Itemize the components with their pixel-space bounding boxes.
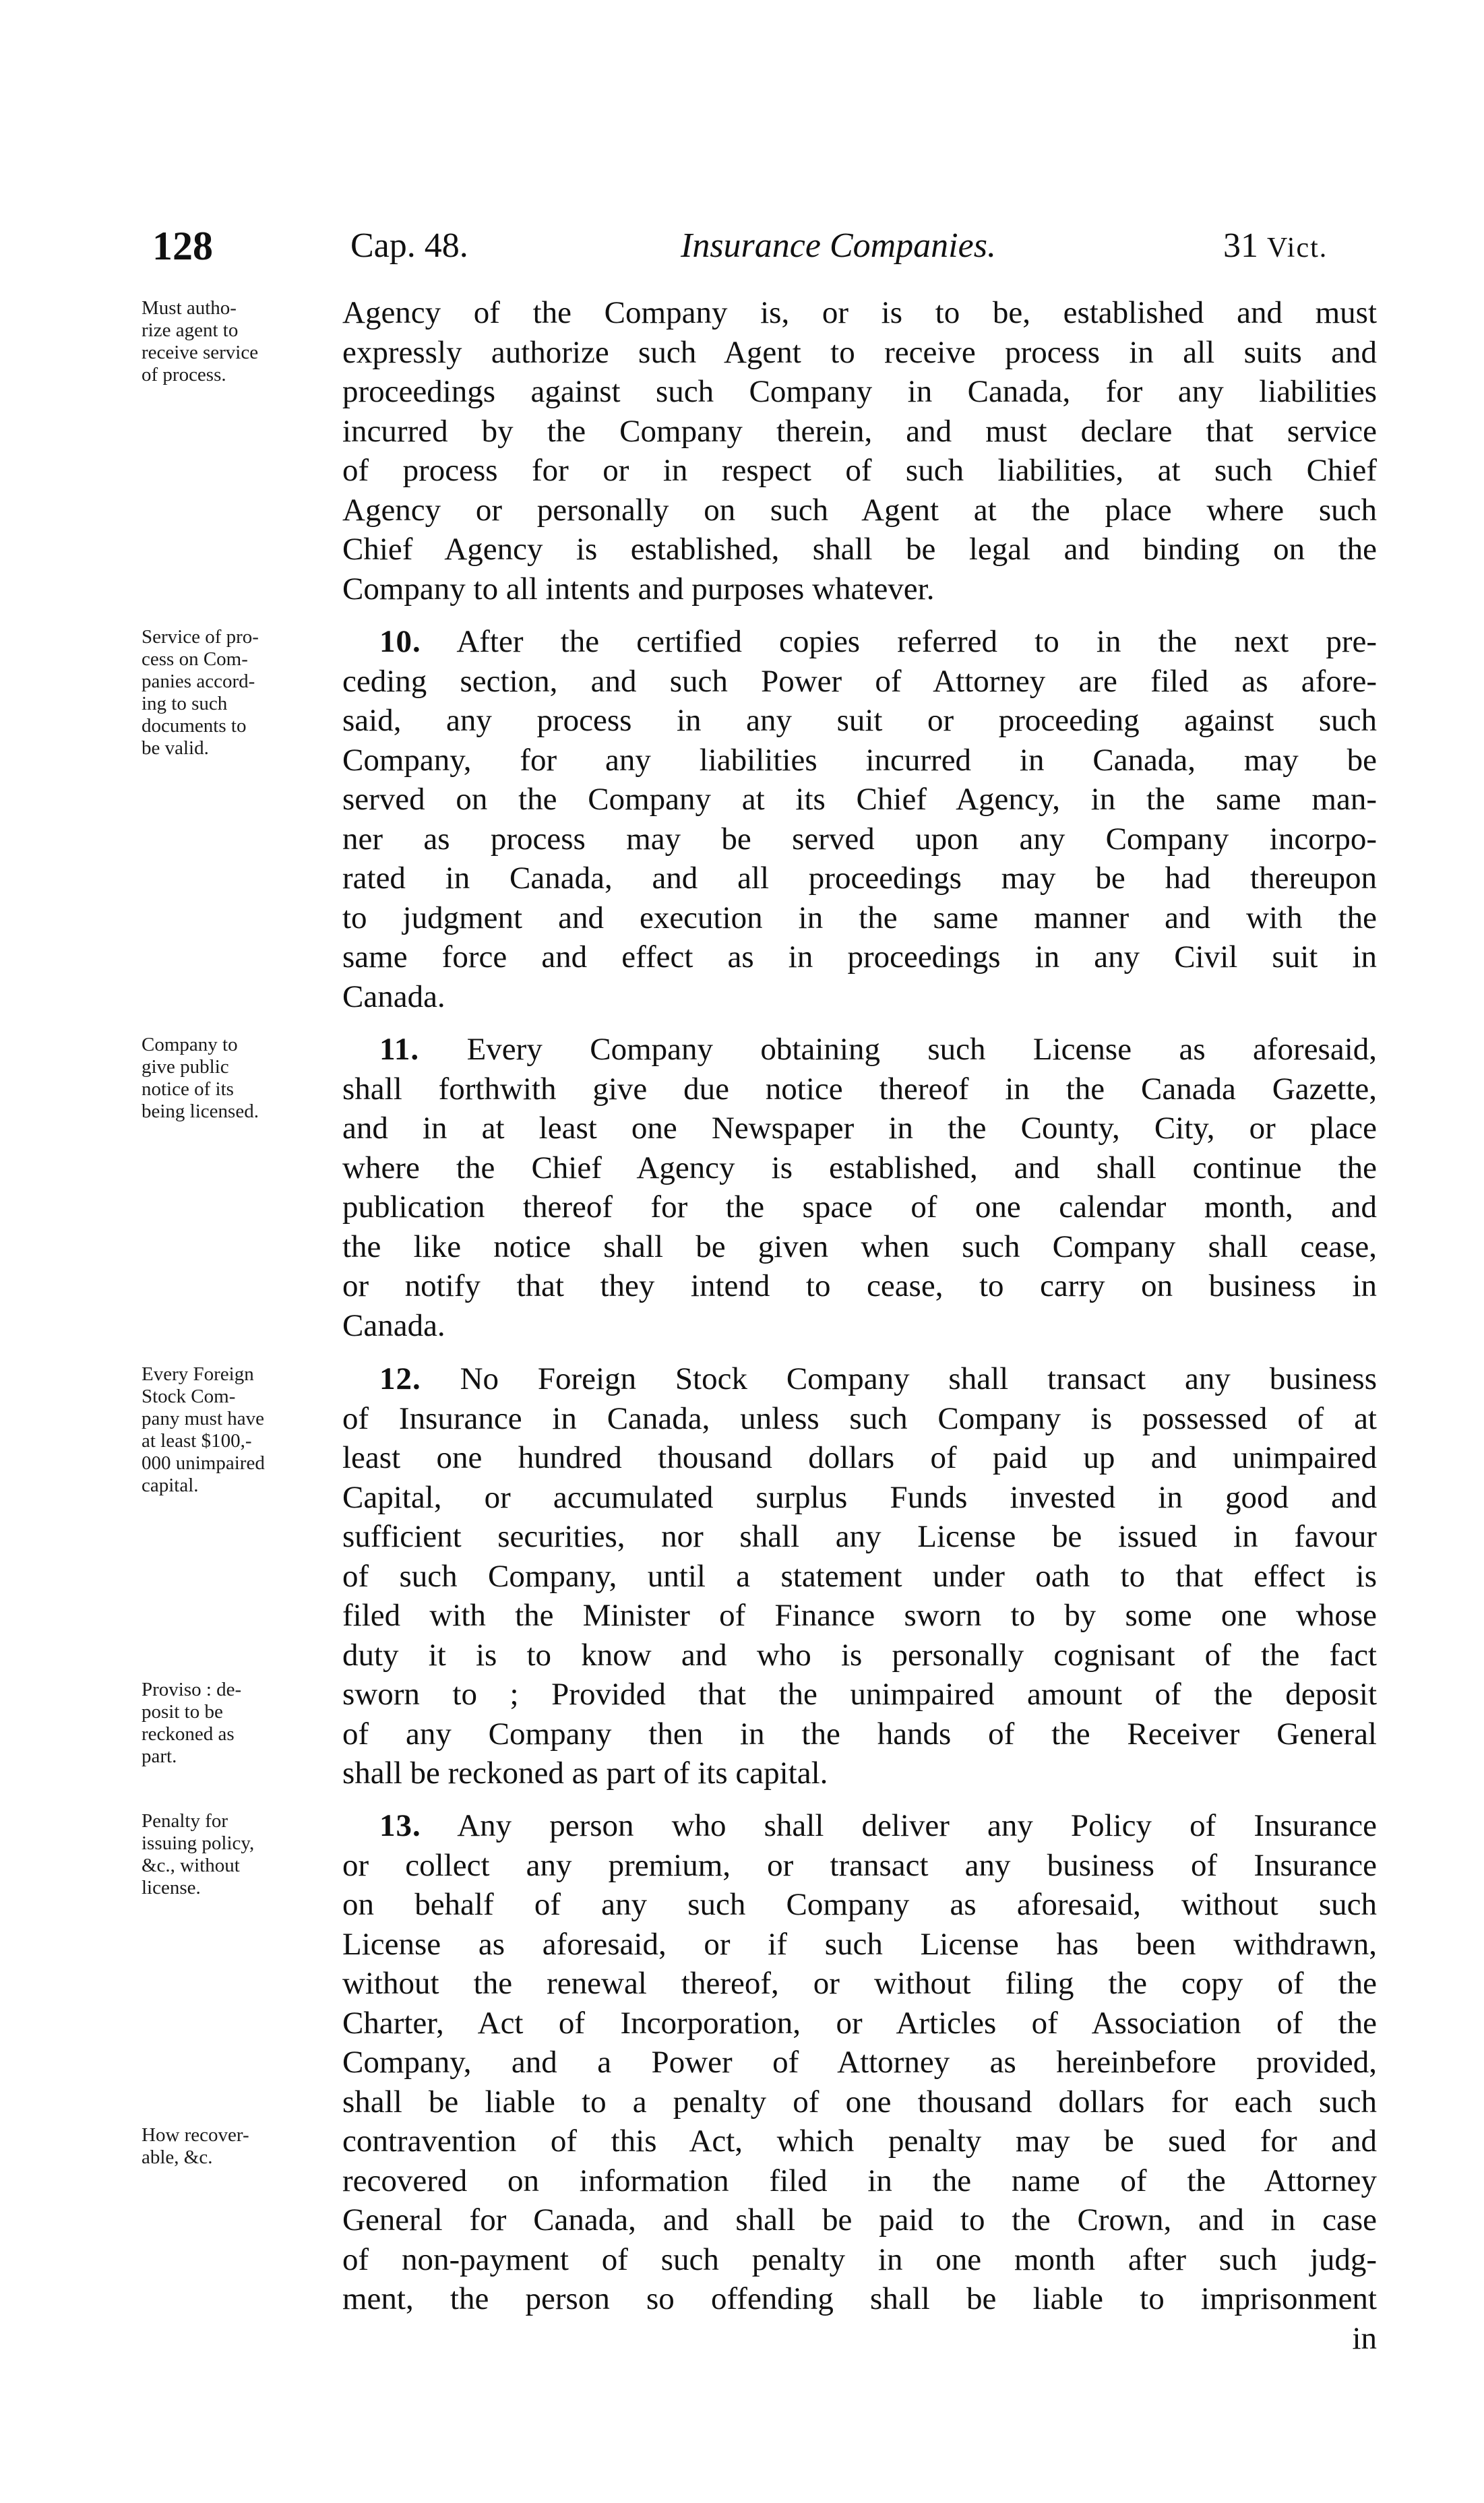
section-body <box>342 622 1377 1016</box>
side-note-line: rize agent to <box>142 319 239 341</box>
text-line: the like notice shall be given when such Company shall cease, <box>342 1229 1377 1264</box>
side-note <box>142 1034 337 1123</box>
side-note-line: issuing policy, <box>142 1832 255 1854</box>
text-line: Charter, Act of Incorporation, or Articles of Association of the <box>342 2005 1377 2041</box>
text-line: of non-payment of such penalty in one month after such judg- <box>342 2242 1377 2277</box>
text-line: ner as process may be served upon any Company incorpo- <box>342 821 1377 857</box>
side-note <box>142 297 337 386</box>
text-line: Capital, or accumulated surplus Funds invested in good and <box>342 1479 1377 1515</box>
side-note <box>142 626 337 760</box>
text-line: Canada. <box>342 979 445 1014</box>
side-note-line: give public <box>142 1056 229 1078</box>
side-note-proviso <box>142 1679 337 1768</box>
side-note-line: capital. <box>142 1475 199 1496</box>
text-line: sworn to ; Provided that the unimpaired amount of the deposit <box>342 1677 1377 1712</box>
side-note-line: Stock Com- <box>142 1386 236 1407</box>
text-line: or collect any premium, or transact any business of Insurance <box>342 1847 1377 1883</box>
text-line <box>342 1806 1377 1846</box>
section-number: 12. <box>379 1361 421 1396</box>
side-note-line: panies accord- <box>142 671 255 692</box>
side-note-line: posit to be <box>142 1701 223 1723</box>
text-line <box>342 1359 1377 1399</box>
text-line: proceedings against such Company in Canada, for any liabilities <box>342 374 1377 409</box>
text-line <box>342 1030 1377 1070</box>
text-line-content: Any person who shall deliver any Policy of Insurance <box>457 1808 1377 1843</box>
text-line: shall be reckoned as part of its capital. <box>342 1756 828 1791</box>
text-line: without the renewal thereof, or without filing the copy of the <box>342 1966 1377 2001</box>
text-line: Company to all intents and purposes whatever. <box>342 571 935 607</box>
catchword: in <box>1352 2320 1377 2356</box>
section-body <box>342 1359 1377 1793</box>
running-header <box>0 222 1484 270</box>
text-line: and in at least one Newspaper in the County, City, or place <box>342 1111 1377 1146</box>
text-line: served on the Company at its Chief Agency, in the same man- <box>342 782 1377 817</box>
text-line: expressly authorize such Agent to receive process in all suits and <box>342 334 1377 370</box>
side-note-line: notice of its <box>142 1078 234 1100</box>
side-note <box>142 1363 337 1497</box>
side-note-line: of process. <box>142 364 226 385</box>
side-note-line: documents to <box>142 715 247 737</box>
text-line: License as aforesaid, or if such License has been withdrawn, <box>342 1926 1377 1962</box>
text-line: shall forthwith give due notice thereof in the Canada Gazette, <box>342 1071 1377 1107</box>
chapter-label: Cap. 48. <box>350 226 468 265</box>
running-title: Insurance Companies. <box>681 226 996 265</box>
side-note-line: part. <box>142 1745 177 1767</box>
side-note-line: 000 unimpaired <box>142 1452 265 1474</box>
text-line: said, any process in any suit or proceeding against such <box>342 703 1377 738</box>
text-line: publication thereof for the space of one calendar month, and <box>342 1189 1377 1225</box>
text-line: on behalf of any such Company as aforesaid, without such <box>342 1887 1377 1922</box>
section-body <box>342 1806 1377 2358</box>
text-line: of such Company, until a statement under oath to that effect is <box>342 1558 1377 1594</box>
regnal-year <box>1223 222 1328 272</box>
text-line-content: After the certified copies referred to in the next pre- <box>456 624 1377 659</box>
regnal-year-word: Vict. <box>1267 233 1328 264</box>
text-line: of Insurance in Canada, unless such Company is possessed of at <box>342 1400 1377 1436</box>
section-number: 10. <box>379 624 421 659</box>
text-line: recovered on information filed in the name of the Attorney <box>342 2163 1377 2198</box>
side-note-line: How recover- <box>142 2124 249 2146</box>
text-line: duty it is to know and who is personally cognisant of the fact <box>342 1637 1377 1673</box>
side-note-line: at least $100,- <box>142 1430 252 1452</box>
text-line: shall be liable to a penalty of one thousand dollars for each such <box>342 2084 1377 2120</box>
side-note-line: cess on Com- <box>142 648 248 670</box>
text-line: contravention of this Act, which penalty may be sued for and <box>342 2124 1377 2159</box>
text-line: to judgment and execution in the same manner and with the <box>342 900 1377 935</box>
text-line: of process for or in respect of such liabilities, at such Chief <box>342 453 1377 488</box>
side-note-line: pany must have <box>142 1408 265 1429</box>
page-number: 128 <box>152 224 213 268</box>
side-note-line: Every Foreign <box>142 1363 254 1385</box>
side-note-line: receive service <box>142 342 259 363</box>
side-note-line: Company to <box>142 1034 238 1055</box>
text-line: Agency or personally on such Agent at the place where such <box>342 492 1377 528</box>
text-line: ceding section, and such Power of Attorney are filed as afore- <box>342 663 1377 699</box>
text-line: Agency of the Company is, or is to be, established and must <box>342 295 1377 330</box>
side-note-line: Penalty for <box>142 1810 228 1832</box>
side-note-line: license. <box>142 1877 201 1898</box>
text-line: least one hundred thousand dollars of paid up and unimpaired <box>342 1440 1377 1475</box>
section-number: 13. <box>379 1808 421 1843</box>
text-line: Chief Agency is established, shall be legal and binding on the <box>342 532 1377 567</box>
text-line: rated in Canada, and all proceedings may be had thereupon <box>342 861 1377 896</box>
regnal-year-number: 31 <box>1223 226 1258 265</box>
text-line: where the Chief Agency is established, and shall continue the <box>342 1150 1377 1185</box>
text-line: Company, for any liabilities incurred in Canada, may be <box>342 742 1377 778</box>
side-note <box>142 1810 337 1899</box>
text-line-content: Every Company obtaining such License as aforesaid, <box>466 1032 1377 1067</box>
text-line: General for Canada, and shall be paid to the Crown, and in case <box>342 2202 1377 2237</box>
side-note-line: Must autho- <box>142 297 237 319</box>
section-body <box>342 293 1377 609</box>
section-body <box>342 1030 1377 1345</box>
text-line: filed with the Minister of Finance sworn to by some one whose <box>342 1598 1377 1633</box>
side-note-line: reckoned as <box>142 1723 235 1745</box>
text-line: incurred by the Company therein, and must declare that service <box>342 413 1377 449</box>
side-note-line: being licensed. <box>142 1101 259 1122</box>
text-line: Company, and a Power of Attorney as hereinbefore provided, <box>342 2045 1377 2080</box>
side-note-line: &c., without <box>142 1855 240 1876</box>
side-note-line: be valid. <box>142 737 209 759</box>
text-line-content: No Foreign Stock Company shall transact any business <box>460 1361 1377 1396</box>
text-line: of any Company then in the hands of the Receiver General <box>342 1716 1377 1752</box>
text-line <box>342 622 1377 662</box>
side-note-line: able, &c. <box>142 2146 213 2168</box>
side-note-line: Proviso : de- <box>142 1679 242 1700</box>
text-line: ment, the person so offending shall be liable to imprisonment <box>342 2281 1377 2316</box>
section-number: 11. <box>379 1032 420 1067</box>
text-line: sufficient securities, nor shall any License be issued in favour <box>342 1519 1377 1554</box>
text-line: Canada. <box>342 1307 445 1343</box>
side-note-recovery <box>142 2124 337 2169</box>
side-note-line: ing to such <box>142 693 228 714</box>
side-note-line: Service of pro- <box>142 626 259 648</box>
text-line: same force and effect as in proceedings in any Civil suit in <box>342 939 1377 975</box>
text-line: or notify that they intend to cease, to carry on business in <box>342 1268 1377 1303</box>
